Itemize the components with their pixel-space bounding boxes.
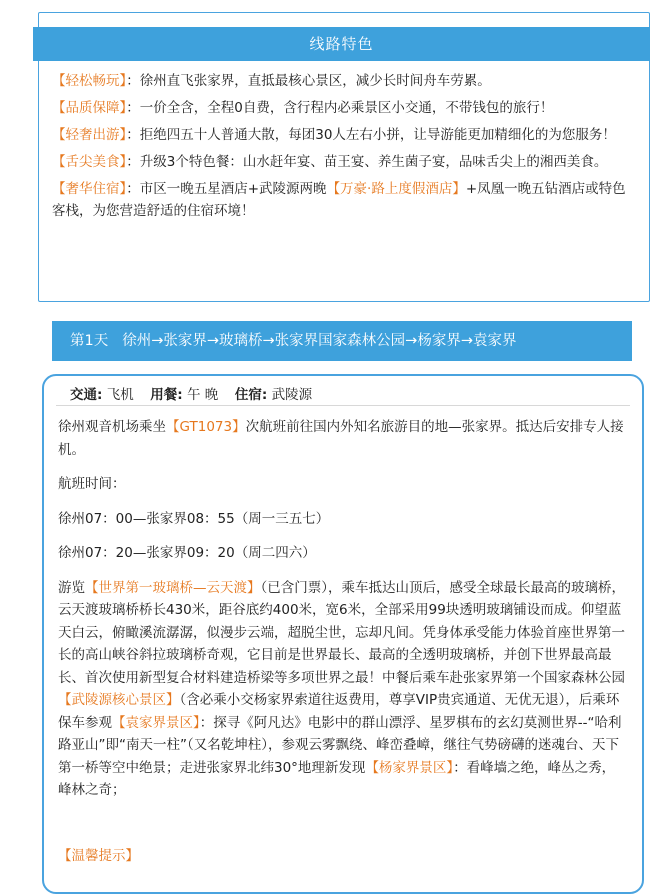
feature-text: ：升级3个特色餐：山水赶年宴、苗王宴、养生菌子宴，品味舌尖上的湘西美食。: [126, 154, 608, 170]
stay-value: 武陵源: [271, 387, 313, 403]
feature-item: [52, 124, 634, 146]
tour-text: ：探寻《阿凡达》电影中的群山漂浮、星罗棋布的玄幻莫测世界--“哈利路亚山”即“南天一柱”（又名乾坤柱），参观云雾飘绕、峰峦叠嶂，继往气势磅礴的迷魂台、天下第一桥等空中绝景；走进张家界北纬30°地理新发现: [58, 714, 622, 776]
feature-item: [52, 97, 634, 119]
feature-tag: 【舌尖美食】: [52, 154, 127, 170]
features-title: 线路特色: [33, 27, 650, 61]
day-route-bar: [52, 321, 632, 361]
flight-number: 【GT1073】: [166, 419, 246, 435]
feature-text: ：徐州直飞张家界，直抵最核心景区，减少长时间舟车劳累。: [126, 73, 491, 89]
transport-label: 交通:: [70, 387, 103, 403]
tour-text: ：看峰墙之绝，峰丛之秀，峰林之奇；: [58, 759, 616, 798]
day-route: 徐州→张家界→玻璃桥→张家界国家森林公园→杨家界→袁家界: [122, 333, 517, 349]
flight-time-label: 航班时间：: [58, 476, 126, 492]
meal-label: 用餐:: [150, 387, 183, 403]
feature-tag: 【奢华住宿】: [52, 181, 127, 197]
day-body: [58, 416, 626, 814]
feature-item: [52, 70, 634, 92]
hotel-highlight: 【万豪·路上度假酒店】: [326, 181, 466, 197]
tour-text: 游览: [58, 579, 85, 596]
tour-text: （已含门票），乘车抵达山顶后，感受全球最长最高的玻璃桥，云天渡玻璃桥桥长430米，距谷底约400米，宽6米，全部采用99块透明玻璃铺设而成。仰望蓝天白云，俯瞰溪流潺潺，似漫步云端，超脱尘世，忘却凡间。凭身体承受能力体验首座世界第一长的高山峡谷斜拉玻璃桥奇观，它目前是世界最长、最高的全透明玻璃桥，并创下世界最高最长、首次使用新型复合材料建造桥梁等多项世界之最！中餐后乘车赴张家界第一个国家森林公园: [58, 579, 625, 686]
tour-paragraph: [58, 577, 626, 802]
feature-tag: 【轻奢出游】: [52, 127, 127, 143]
feature-item: [52, 178, 634, 222]
wulingyuan-highlight: 【武陵源核心景区】: [58, 692, 180, 708]
stay-label: 住宿:: [234, 387, 268, 403]
feature-tag: 【品质保障】: [52, 100, 127, 116]
flight-schedule-2: 徐州07：20—张家界09：20（周二四六）: [58, 545, 316, 561]
tour-text: （含必乘小交杨家界索道往返费用，尊享VIP贵宾通道、无优无退），后乘环保车参观: [58, 692, 620, 731]
intro-text: 徐州观音机场乘坐: [58, 419, 166, 435]
meal-value: 午 晚: [187, 387, 219, 403]
features-list: [52, 70, 634, 227]
day-meta: [70, 383, 312, 403]
transport-value: 飞机: [106, 387, 134, 403]
tip-heading: 【温馨提示】: [58, 848, 139, 864]
yuanjiajie-highlight: 【袁家界景区】: [112, 714, 200, 731]
feature-item: [52, 151, 634, 173]
day-number: 第1天: [70, 333, 109, 349]
feature-text: ：拒绝四五十人普通大散，每团30人左右小拼，让导游能更加精细化的为您服务！: [126, 127, 616, 143]
glass-bridge-highlight: 【世界第一玻璃桥—云天渡】: [85, 579, 261, 596]
intro-paragraph: [58, 416, 626, 461]
yangjiajie-highlight: 【杨家界景区】: [365, 759, 454, 776]
flight-schedule-1: 徐州07：00—张家界08：55（周一三五七）: [58, 510, 330, 527]
feature-text: ：市区一晚五星酒店+武陵源两晚: [126, 181, 327, 197]
feature-text-cont: +凤凰一晚五钻酒店或特色客栈，为您营造舒适的住宿环境！: [52, 181, 626, 219]
intro-text-cont: 次航班前往国内外知名旅游目的地—张家界。抵达后安排专人接机。: [58, 419, 624, 458]
feature-text: ：一价全含，全程0自费，含行程内必乘景区小交通，不带钱包的旅行！: [126, 100, 554, 116]
feature-tag: 【轻松畅玩】: [52, 73, 127, 89]
meta-divider: [56, 405, 630, 406]
